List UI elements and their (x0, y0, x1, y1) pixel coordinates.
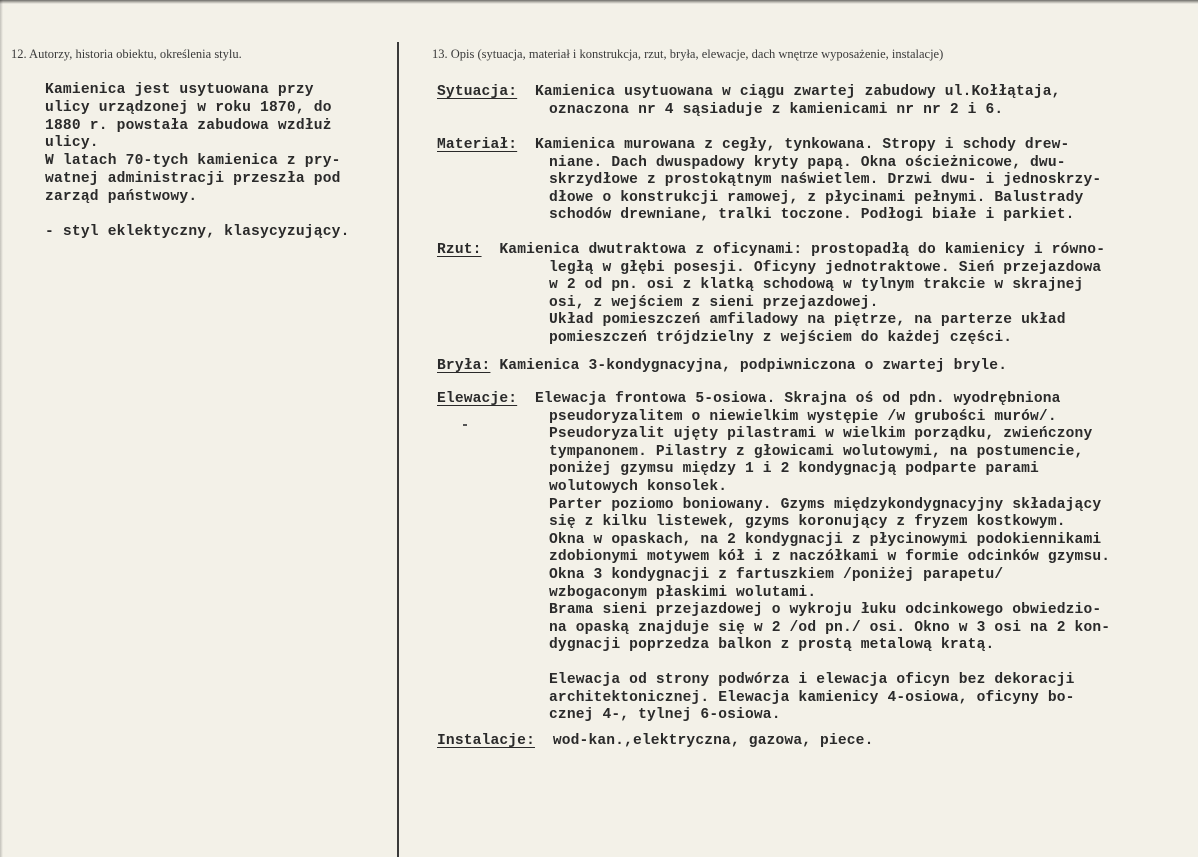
rzut-line: Układ pomieszczeń amfiladowy na piętrze, na parterze układ (549, 312, 1066, 329)
column-divider (397, 42, 399, 857)
ink-mark (463, 424, 467, 426)
rzut-line: pomieszczeń trójdzielny z wejściem do każdej części. (549, 329, 1013, 346)
elewacje-line: Okna w opaskach, na 2 kondygnacji z płycinowymi podokiennikami (549, 531, 1102, 548)
section-material (437, 137, 1197, 225)
material-line: dłowe o konstrukcji ramowej, z płycinami pełnymi. Balustrady (549, 189, 1084, 206)
elewacje-line: się z kilku listewek, gzyms koronujący z fryzem kostkowym. (549, 514, 1066, 531)
history-line: zarząd państwowy. (45, 188, 198, 205)
history-text (45, 82, 395, 241)
material-text: Kamienica murowana z cegły, tynkowana. Stropy i schody drew- (535, 137, 1070, 153)
history-line: Kamienica jest usytuowana przy (45, 82, 314, 98)
elewacje-line: Pseudoryzalit ujęty pilastrami w wielkim porządku, zwieńczony (549, 426, 1093, 443)
elewacje-label: Elewacje: (437, 391, 518, 407)
elewacje-rear-line: architektonicznej. Elewacja kamienicy 4-osiowa, oficyny bo- (549, 689, 1075, 706)
elewacje-line: Parter poziomo boniowany. Gzyms międzykondygnacyjny składający (549, 496, 1102, 513)
instalacje-label: Instalacje: (437, 733, 535, 749)
elewacje-line: wzbogaconym płaskimi wolutami. (549, 584, 817, 601)
rzut-label: Rzut: (437, 242, 482, 258)
bryla-text: Kamienica 3-kondygnacyjna, podpiwniczona o zwartej bryle. (499, 358, 1008, 374)
sytuacja-text: Kamienica usytuowana w ciągu zwartej zabudowy ul.Kołłątaja, (535, 84, 1061, 100)
elewacje-line: Okna 3 kondygnacji z fartuszkiem /poniżej parapetu/ (549, 566, 1004, 583)
elewacje-text: Elewacja frontowa 5-osiowa. Skrajna oś od pdn. wyodrębniona (535, 391, 1061, 407)
sytuacja-line: oznaczona nr 4 sąsiaduje z kamienicami nr nr 2 i 6. (549, 101, 1004, 118)
elewacje-line: poniżej gzymsu między 1 i 2 kondygnacją podparte parami (549, 461, 1039, 478)
elewacje-line: Brama sieni przejazdowej o wykroju łuku odcinkowego obwiedzio- (549, 602, 1102, 619)
section-elewacje (437, 391, 1197, 725)
header-authors-history-style: 12. Autorzy, historia obiektu, określenia stylu. (11, 47, 242, 61)
history-line: W latach 70-tych kamienica z pry- (45, 153, 341, 170)
elewacje-rear-line: Elewacja od strony podwórza i elewacja oficyn bez dekoracji (549, 671, 1075, 688)
elewacje-rear-line: cznej 4-, tylnej 6-osiowa. (549, 707, 781, 724)
rzut-text: Kamienica dwutraktowa z oficynami: prostopadłą do kamienicy i równo- (499, 242, 1106, 258)
sytuacja-label: Sytuacja: (437, 84, 518, 100)
elewacje-line: na opaską znajduje się w 2 /od pn./ osi. Okno w 3 osi na 2 kon- (549, 619, 1111, 636)
header-description: 13. Opis (sytuacja, materiał i konstrukcja, rzut, bryła, elewacje, dach wnętrze wyposażenie, instalacje) (432, 47, 944, 61)
section-sytuacja (437, 84, 1197, 119)
history-line: 1880 r. powstała zabudowa wzdłuż (45, 117, 332, 134)
history-line: watnej administracji przeszła pod (45, 170, 341, 187)
section-rzut (437, 242, 1197, 348)
elewacje-line: pseudoryzalitem o niewielkim występie /w grubości murów/. (549, 408, 1057, 425)
material-line: skrzydłowe z prostokątnym naświetlem. Drzwi dwu- i jednoskrzy- (549, 172, 1102, 189)
elewacje-line: dygnacji poprzedza balkon z prostą metalową kratą. (549, 637, 995, 654)
material-line: niane. Dach dwuspadowy kryty papą. Okna ościeżnicowe, dwu- (549, 154, 1066, 171)
style-line: - styl eklektyczny, klasycyzujący. (45, 223, 350, 240)
section-instalacje (437, 733, 1197, 751)
elewacje-line: zdobionymi motywem kół i z naczółkami w formie odcinków gzymsu. (549, 549, 1111, 566)
material-line: schodów drewniane, tralki toczone. Podłogi białe i parkiet. (549, 207, 1075, 224)
history-line: ulicy urządzonej w roku 1870, do (45, 99, 332, 116)
rzut-line: ległą w głębi posesji. Oficyny jednotraktowe. Sień przejazdowa (549, 259, 1102, 276)
section-bryla (437, 358, 1197, 376)
rzut-line: osi, z wejściem z sieni przejazdowej. (549, 294, 879, 311)
instalacje-text: wod-kan.,elektryczna, gazowa, piece. (552, 733, 874, 749)
elewacje-line: wolutowych konsolek. (549, 478, 728, 495)
rzut-line: w 2 od pn. osi z klatką schodową w tylnym trakcie w skrajnej (549, 277, 1084, 294)
bryla-label: Bryła: (437, 358, 491, 374)
material-label: Materiał: (437, 137, 518, 153)
history-line: ulicy. (45, 135, 99, 152)
elewacje-line: tympanonem. Pilastry z głowicami wolutowymi, na postumencie, (549, 443, 1084, 460)
